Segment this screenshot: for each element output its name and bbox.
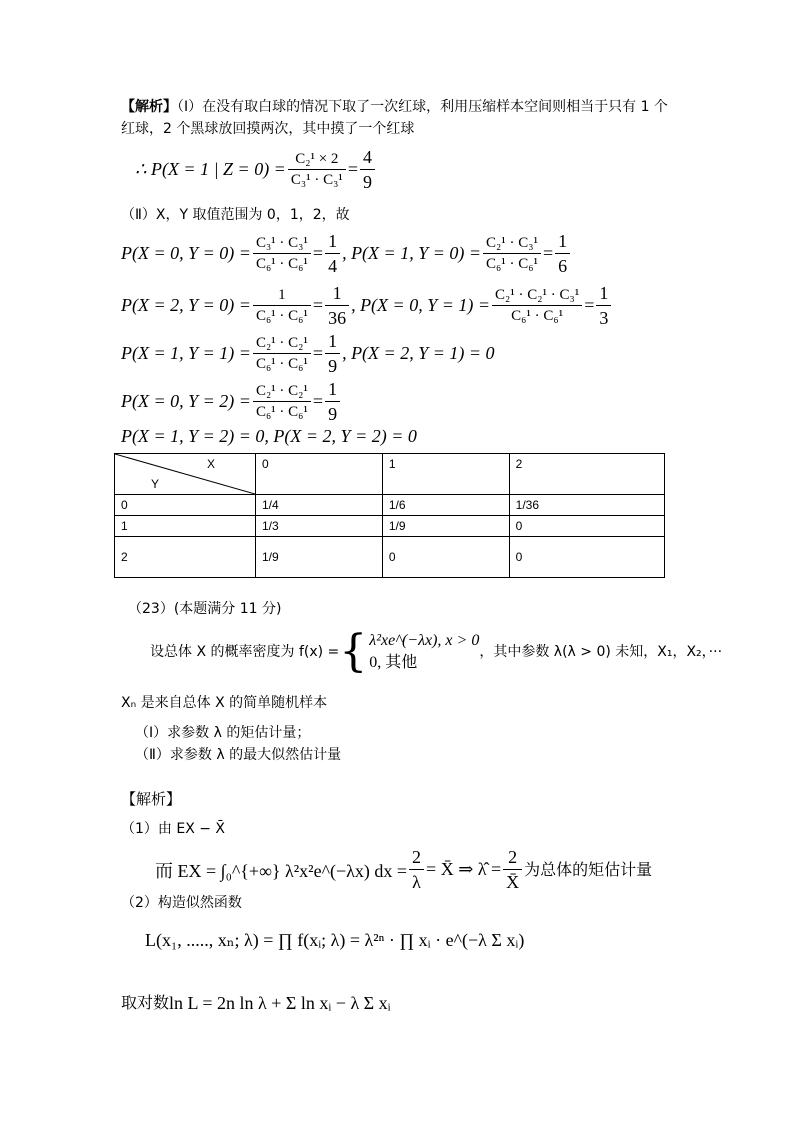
solution-step1-label: （1）由 EX − X̄: [121, 821, 226, 837]
s1-eq-pre: 而 EX = ∫₀^{+∞} λ²x²e^(−λx) dx =: [155, 860, 408, 881]
table-cell: 1/3: [256, 516, 383, 537]
joint-eq-row2: P(X = 2, Y = 0) = $\frac{1}{\text{C₆¹ · C₆¹}}$ = $\frac{1}{36}$ , P(X = 0, Y = 1) = $\frac{\text{C₂¹ · C₂¹ · C₃¹}}{\text{C₆¹ · C₆¹}}$ = $\frac{1}{3}$: [121, 282, 613, 329]
table-row: [115, 537, 665, 578]
piecewise-cases: [369, 630, 479, 674]
table-row: [115, 495, 665, 516]
joint-eq-row5: P(X = 1, Y = 2) = 0, P(X = 2, Y = 2) = 0: [121, 426, 417, 446]
eq-cond-result: $\frac{4}{9}$: [360, 146, 375, 193]
part1-line1: [121, 96, 668, 118]
table-row: [115, 516, 665, 537]
eq-cond-lhs: ∴ P(X = 1 | Z = 0) =: [135, 159, 286, 179]
joint-eq-row1: P(X = 0, Y = 0) = $\frac{\text{C₃¹ · C₃¹}}{\text{C₆¹ · C₆¹}}$ = $\frac{1}{4}$ , P(X = 1, Y = 0) = $\frac{\text{C₂¹ · C₃¹}}{\text{C₆¹ · C₆¹}}$ = $\frac{1}{6}$: [121, 230, 572, 277]
part2-intro: （Ⅱ）X，Y 取值范围为 0，1，2，故: [121, 207, 350, 223]
table-corner-cell: [115, 454, 256, 495]
row-header: 2: [115, 537, 256, 578]
corner-x-label: X: [207, 457, 216, 471]
left-brace: {: [339, 626, 368, 677]
question-2: （Ⅱ）求参数 λ 的最大似然估计量: [135, 747, 342, 763]
part1-intro-line1: （Ⅰ）在没有取白球的情况下取了一次红球，利用压缩样本空间则相当于只有 1 个: [177, 99, 668, 115]
diagonal-line: [115, 454, 255, 494]
column-header: 2: [509, 454, 664, 495]
problem23-statement: [150, 626, 723, 677]
stmt-post: ，其中参数 λ(λ > 0) 未知，X₁，X₂，···: [479, 644, 723, 660]
s1-eq-post: 为总体的矩估计量: [524, 859, 653, 879]
table-cell: 0: [509, 537, 664, 578]
likelihood-equation: L(x₁, ....., xₙ; λ) = ∏ f(xᵢ; λ) = λ²ⁿ · ∏ xᵢ · e^(−λ Σ xᵢ): [145, 930, 525, 950]
joint-eq-row4: P(X = 0, Y = 2) = $\frac{\text{C₂¹ · C₂¹}}{\text{C₆¹ · C₆¹}}$ = $\frac{1}{9}$: [121, 378, 342, 425]
analysis-heading: 【解析】: [121, 99, 177, 115]
log-likelihood-line: [121, 992, 391, 1014]
table-cell: 1/4: [256, 495, 383, 516]
conditional-probability-equation: [135, 146, 377, 193]
column-header: 1: [382, 454, 509, 495]
table-cell: 1/9: [382, 516, 509, 537]
table-header-row: [115, 454, 665, 495]
table-cell: 1/36: [509, 495, 664, 516]
table-cell: 0: [509, 516, 664, 537]
joint-eq-row3: P(X = 1, Y = 1) = $\frac{\text{C₂¹ · C₂¹}}{\text{C₆¹ · C₆¹}}$ = $\frac{1}{9}$ , P(X = 2, Y = 1) = 0: [121, 331, 495, 376]
problem23-line2: Xₙ 是来自总体 X 的简单随机样本: [121, 695, 328, 711]
question-1: （Ⅰ）求参数 λ 的矩估计量；: [135, 725, 311, 741]
case-1: λ²xe^(−λx), x > 0: [369, 632, 480, 649]
row-header: 1: [115, 516, 256, 537]
solution-step2-label: （2）构造似然函数: [121, 895, 242, 911]
problem23-header: （23）(本题满分 11 分): [128, 601, 282, 617]
table-cell: 0: [382, 537, 509, 578]
solution-heading: 【解析】: [121, 790, 182, 808]
moment-estimate-equation: [155, 846, 652, 893]
table-cell: 1/6: [382, 495, 509, 516]
part1-intro-line2: 红球，2 个黑球放回摸两次，其中摸了一个红球: [121, 121, 415, 137]
eq-cond-fraction: $\frac{\text{C₂¹ × 2}}{\text{C₃¹ · C₃¹}}$: [288, 150, 346, 189]
log-label: 取对数: [121, 993, 170, 1012]
case-2: 0, 其他: [369, 654, 418, 671]
column-header: 0: [256, 454, 383, 495]
eq-cond-equals: =: [347, 159, 358, 179]
s1-fraction: $\frac{2}{\lambda}$: [409, 846, 424, 893]
corner-y-label: Y: [151, 477, 160, 491]
log-likelihood-equation: ln L = 2n ln λ + Σ ln xᵢ − λ Σ xᵢ: [169, 992, 391, 1013]
s1-eq-mid: = X̄ ⇒ λ̂ =: [426, 859, 502, 879]
row-header: 0: [115, 495, 256, 516]
stmt-pre: 设总体 X 的概率密度为 f(x) =: [150, 644, 340, 660]
s1-fraction2: $\frac{2}{X̄}$: [503, 846, 522, 893]
table-cell: 1/9: [256, 537, 383, 578]
joint-distribution-table: [114, 453, 665, 578]
